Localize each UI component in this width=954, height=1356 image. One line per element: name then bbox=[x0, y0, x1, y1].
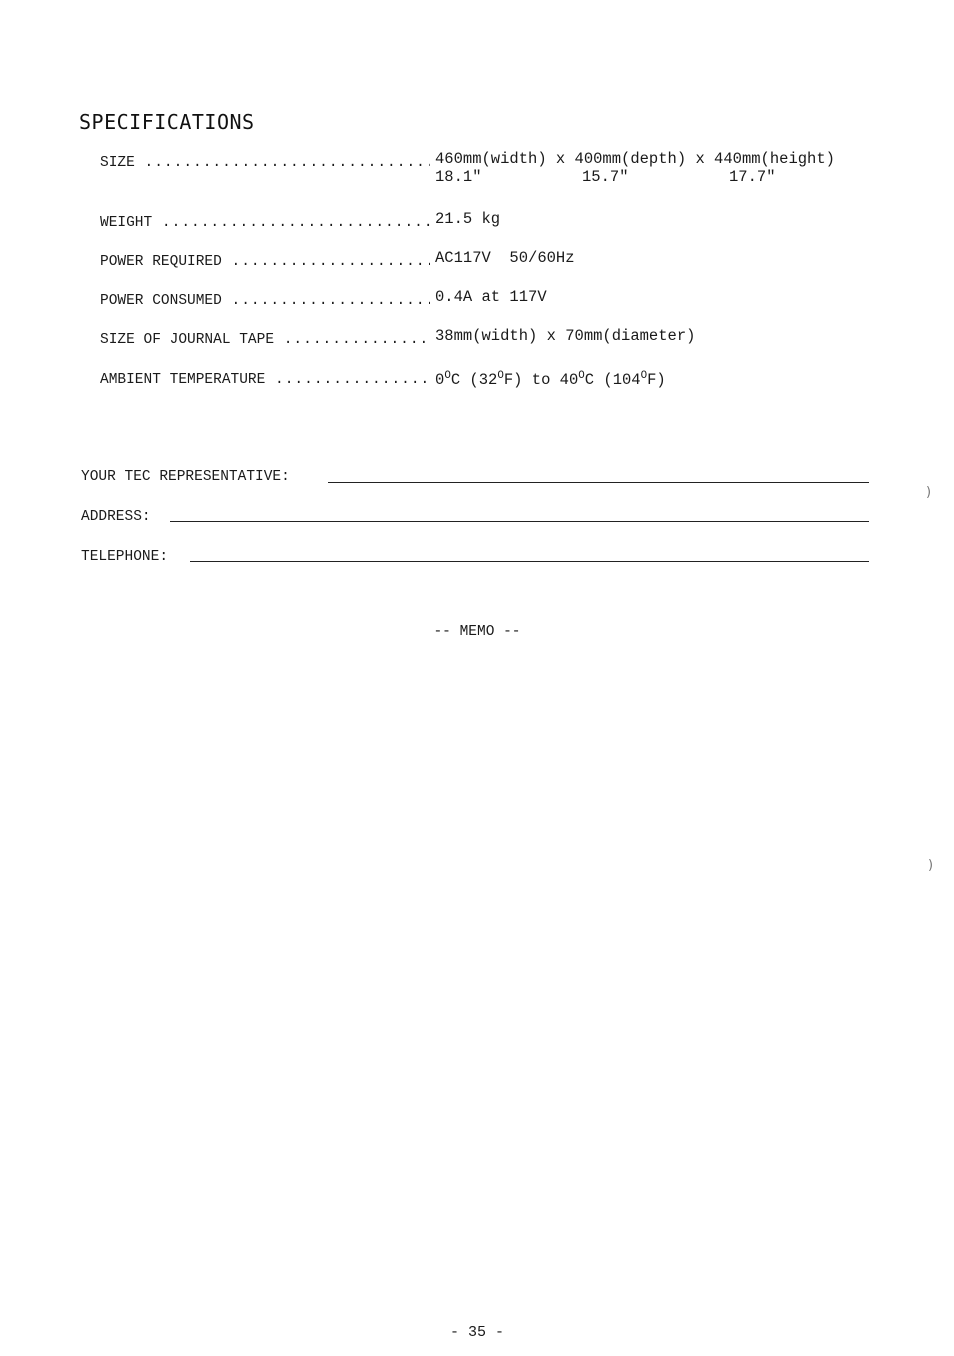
spec-label: SIZE OF JOURNAL TAPE ..... bbox=[100, 331, 430, 349]
spec-value: 21.5 kg bbox=[435, 210, 501, 228]
spec-value: 0.4A at 117V bbox=[435, 288, 547, 306]
representative-line bbox=[328, 482, 869, 483]
telephone-label: TELEPHONE: bbox=[81, 549, 169, 565]
memo-heading: -- MEMO -- bbox=[433, 624, 521, 640]
spec-label: POWER CONSUMED ..... bbox=[100, 292, 430, 310]
address-label: ADDRESS: bbox=[81, 509, 151, 525]
spec-label: WEIGHT ..... bbox=[100, 214, 430, 232]
spec-label: AMBIENT TEMPERATURE ..... bbox=[100, 371, 430, 389]
inches-depth: 15.7" bbox=[582, 168, 629, 186]
page-number: - 35 - bbox=[449, 1324, 504, 1341]
margin-mark: ) bbox=[926, 485, 932, 500]
spec-value: $0^OC$ $(32^OF)$ to $40^OC$ $(104^OF)$ bbox=[435, 370, 666, 390]
spec-value: 460mm(width) x 400mm(depth) x 440mm(height) bbox=[435, 150, 835, 168]
spec-label: POWER REQUIRED ..... bbox=[100, 253, 430, 271]
page-title: SPECIFICATIONS bbox=[79, 110, 255, 134]
representative-label: YOUR TEC REPRESENTATIVE: bbox=[81, 469, 290, 485]
inches-width: 18.1" bbox=[435, 168, 482, 186]
spec-label: SIZE ..... bbox=[100, 154, 430, 172]
margin-mark: ) bbox=[928, 858, 934, 873]
spec-value: AC117V 50/60Hz bbox=[435, 249, 575, 267]
inches-height: 17.7" bbox=[729, 168, 776, 186]
spec-value: 38mm(width) x 70mm(diameter) bbox=[435, 327, 696, 345]
address-line bbox=[170, 521, 869, 522]
telephone-line bbox=[190, 561, 869, 562]
